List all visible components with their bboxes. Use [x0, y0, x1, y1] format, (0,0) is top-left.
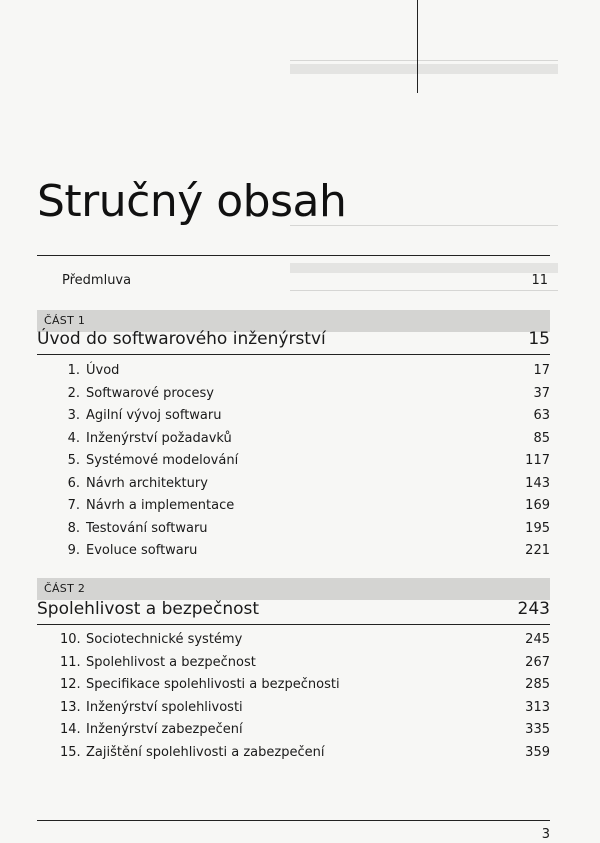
chapter-entry	[60, 632, 550, 655]
chapter-page-number: 285	[525, 677, 550, 692]
chapter-entry	[60, 521, 550, 544]
chapter-page-number: 37	[533, 385, 550, 401]
chapter-page-number: 221	[525, 543, 550, 558]
chapter-title: Zajištění spolehlivosti a zabezpečení	[86, 744, 325, 760]
chapter-entry	[60, 498, 550, 521]
chapter-page-number: 245	[525, 632, 550, 647]
chapter-entry	[60, 655, 550, 678]
chapter-page-number: 117	[525, 453, 550, 468]
chapter-number: 15.	[60, 744, 81, 760]
chapter-number: 11.	[60, 654, 81, 670]
chapter-number: 14.	[60, 722, 81, 737]
chapter-entry	[60, 386, 550, 409]
chapter-number: 10.	[60, 632, 81, 647]
part-2-band	[37, 578, 550, 600]
chapter-number: 3.	[67, 408, 80, 423]
chapter-entry	[60, 700, 550, 723]
chapter-number: 1.	[67, 363, 80, 378]
part-2-title: Spolehlivost a bezpečnost	[37, 599, 260, 619]
chapter-page-number: 313	[525, 699, 550, 715]
chapter-number: 9.	[67, 543, 80, 558]
title-rule	[37, 255, 550, 256]
chapter-page-number: 63	[533, 408, 550, 423]
chapter-page-number: 85	[533, 430, 550, 446]
chapter-title: Úvod	[86, 363, 120, 378]
chapter-entry	[60, 543, 550, 566]
chapter-title: Sociotechnické systémy	[86, 632, 243, 647]
part-2-rule	[37, 624, 550, 625]
chapter-entry	[60, 363, 550, 386]
part-2-chapter-list	[60, 632, 550, 767]
chapter-entry	[60, 677, 550, 700]
part-1-title: Úvod do softwarového inženýrství	[37, 329, 326, 349]
chapter-entry	[60, 722, 550, 745]
page-number: 3	[541, 827, 550, 842]
chapter-title: Evoluce softwaru	[86, 543, 198, 558]
chapter-number: 2.	[67, 385, 80, 401]
chapter-title: Testování softwaru	[86, 520, 208, 536]
chapter-title: Návrh a implementace	[86, 498, 235, 513]
chapter-number: 6.	[67, 475, 80, 491]
part-1-label: ČÁST 1	[44, 314, 86, 327]
chapter-entry	[60, 476, 550, 499]
chapter-title: Systémové modelování	[86, 453, 239, 468]
chapter-page-number: 169	[525, 498, 550, 513]
vertical-rule	[417, 0, 418, 93]
part-1-rule	[37, 354, 550, 355]
page-title: Stručný obsah	[37, 176, 347, 227]
chapter-title: Softwarové procesy	[86, 385, 214, 401]
chapter-title: Spolehlivost a bezpečnost	[86, 654, 256, 670]
part-1-chapter-list	[60, 363, 550, 566]
chapter-page-number: 195	[525, 520, 550, 536]
chapter-title: Návrh architektury	[86, 475, 208, 491]
chapter-page-number: 143	[525, 475, 550, 491]
chapter-title: Agilní vývoj softwaru	[86, 408, 222, 423]
chapter-title: Specifikace spolehlivosti a bezpečnosti	[86, 677, 340, 692]
part-2-page-number: 243	[517, 599, 550, 619]
part-2-label: ČÁST 2	[44, 582, 86, 595]
chapter-title: Inženýrství požadavků	[86, 430, 232, 446]
chapter-number: 8.	[67, 520, 80, 536]
chapter-number: 7.	[67, 498, 80, 513]
preface-page-number: 11	[531, 273, 548, 288]
footer-rule	[37, 820, 550, 821]
chapter-entry	[60, 408, 550, 431]
chapter-number: 5.	[67, 453, 80, 468]
chapter-title: Inženýrství zabezpečení	[86, 722, 243, 737]
chapter-number: 12.	[60, 677, 81, 692]
chapter-page-number: 335	[525, 722, 550, 737]
chapter-entry	[60, 453, 550, 476]
chapter-number: 13.	[60, 699, 81, 715]
part-1-page-number: 15	[528, 329, 550, 349]
chapter-page-number: 359	[525, 744, 550, 760]
chapter-title: Inženýrství spolehlivosti	[86, 699, 243, 715]
chapter-page-number: 267	[525, 654, 550, 670]
chapter-entry	[60, 431, 550, 454]
chapter-number: 4.	[67, 430, 80, 446]
chapter-page-number: 17	[533, 363, 550, 378]
chapter-entry	[60, 745, 550, 768]
preface-label: Předmluva	[62, 273, 132, 288]
